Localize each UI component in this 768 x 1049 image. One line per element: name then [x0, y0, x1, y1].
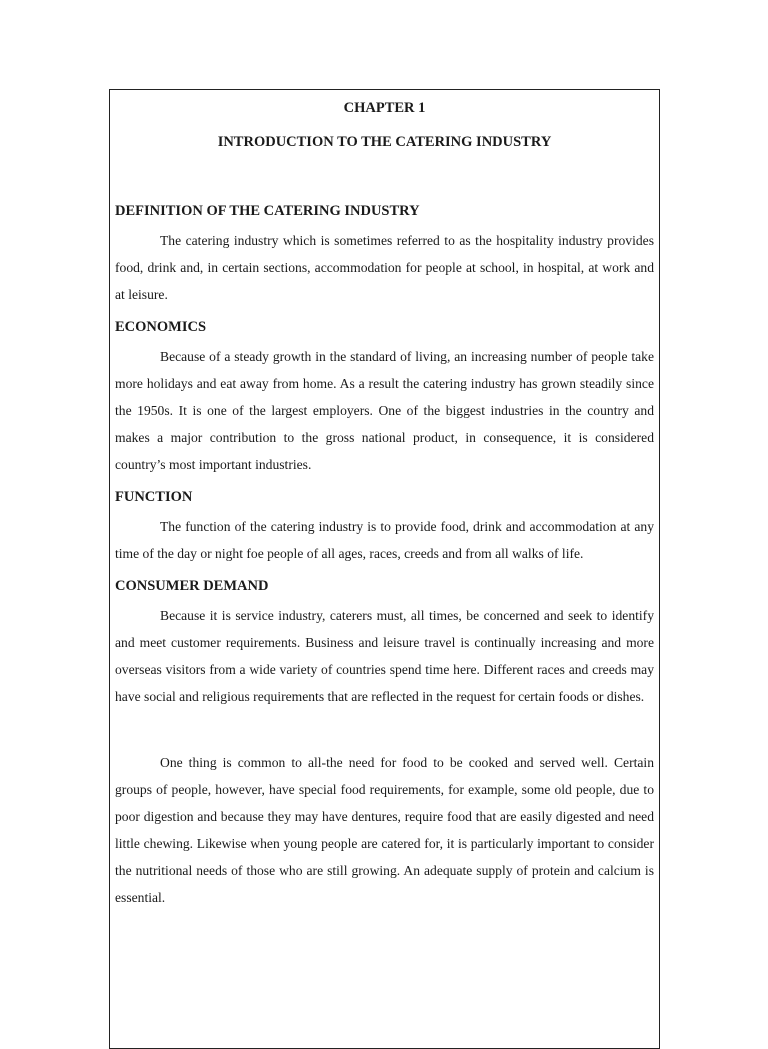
section-heading-definition: DEFINITION OF THE CATERING INDUSTRY — [115, 203, 420, 219]
paragraph-consumer-demand-1: Because it is service industry, caterers must, all times, be concerned and seek to identify and meet customer requirements. Business and leisure travel is continually increasing and more overseas visitors from a wide variety of countries spend time here. Different races and creeds may have social and religious requirements that are reflected in the request for certain foods or dishes. — [115, 608, 654, 704]
paragraph-function: The function of the catering industry is to provide food, drink and accommodation at any time of the day or night foe people of all ages, races, creeds and from all walks of life. — [115, 519, 654, 561]
document-page — [109, 89, 660, 1049]
paragraph-definition: The catering industry which is sometimes referred to as the hospitality industry provides food, drink and, in certain sections, accommodation for people at school, in hospital, at work and at leisure. — [115, 233, 654, 302]
chapter-title: INTRODUCTION TO THE CATERING INDUSTRY — [217, 134, 552, 150]
chapter-number: CHAPTER 1 — [343, 100, 426, 116]
section-heading-economics: ECONOMICS — [115, 319, 207, 335]
section-heading-consumer-demand: CONSUMER DEMAND — [115, 578, 269, 594]
section-heading-function: FUNCTION — [115, 489, 193, 505]
paragraph-economics: Because of a steady growth in the standard of living, an increasing number of people take more holidays and eat away from home. As a result the catering industry has grown steadily since the 1950s. It is one of the largest employers. One of the biggest industries in the country and makes a major contribution to the gross national product, in consequence, it is considered country’s most important industries. — [115, 349, 654, 472]
paragraph-consumer-demand-2: One thing is common to all-the need for food to be cooked and served well. Certain groups of people, however, have special food requirements, for example, some old people, due to poor digestion and because they may have dentures, require food that are easily digested and need little chewing. Likewise when young people are catered for, it is particularly important to consider the nutritional needs of those who are still growing. An adequate supply of protein and calcium is essential. — [115, 755, 654, 905]
